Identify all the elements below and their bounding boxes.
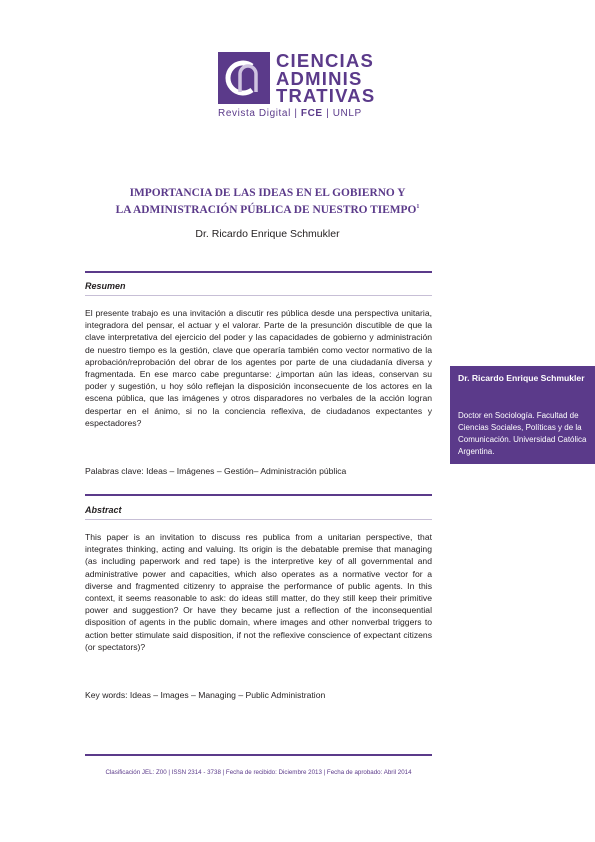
author-name: Dr. Ricardo Enrique Schmukler xyxy=(195,228,340,240)
author-sidebar xyxy=(450,366,595,464)
journal-logo xyxy=(276,52,375,105)
logo-sep: | xyxy=(326,108,330,119)
logo-sub-mid: FCE xyxy=(300,108,323,119)
logo-line-1: CIENCIAS xyxy=(276,50,374,71)
logo-sub-right: UNLP xyxy=(332,108,362,119)
logo-line-3: TRATIVAS xyxy=(276,85,376,106)
resumen-keywords: Palabras clave: Ideas – Imágenes – Gestión– Administración pública xyxy=(85,466,347,476)
sidebar-author-name: Dr. Ricardo Enrique Schmukler xyxy=(458,373,585,383)
abstract-body: This paper is an invitation to discuss res publica from a unitarian perspective, that integrates thinking, acting and valuing. Its origin is the debatable premise that managing (as including paperwork and red tape) is the interpretive key of all governmental and administrative power and capacities, which also operates as a normative vector for a diverse and fragmented citizenry to appraise the performance of public agents. In this context, it seems reasonable to ask: do ideas still matter, do they still keep their primitive power and suggestion? Or have they became just a reflection of the inconsequential disposition of agents in the public domain, where images and other nonverbal triggers to action better stimulate said disposition, if not the reflexive conscience of expectant citizens (or spectators)? xyxy=(85,532,432,652)
logo-line-2: ADMINIS xyxy=(276,67,363,89)
logo-sub-left: Revista Digital xyxy=(218,108,291,119)
abstract-heading: Abstract xyxy=(85,505,122,515)
classification-footer: Clasificación JEL: Z00 | ISSN 2314 - 3738 | Fecha de recibido: Diciembre 2013 | Fecha de aprobado: Abril 2014 xyxy=(105,769,412,776)
logo-subtitle xyxy=(218,108,362,119)
resumen-body: El presente trabajo es una invitación a discutir res pública desde una perspectiva unitaria, integradora del pensar, el actuar y el valorar. Parte de la presunción discutible de que la clave interpretativa del ejercicio del poder y las capacidades de gobierno y administración de nuestro tiempo es la gestión, clave que operaría también como vector normativo de la aprobación/reprobación del obrar de los agentes por parte de una ciudadanía diversa y fragmentada. En ese marco cabe preguntarse: ¿importan aún las ideas, conservan su poder y sugestión, u hoy sólo reflejan la disposición inconsecuente de los actores en la escena pública, que las imágenes y otros disparadores no verbales de la acción logran despertar en el ánimo, si no la conciencia reflexiva, de ciudadanos expectantes y espectadores? xyxy=(85,308,432,428)
sidebar-author-bio: Doctor en Sociología. Facultad de Ciencias Sociales, Políticas y de la Comunicación. Universidad Católica Argentina. xyxy=(458,411,587,456)
footnote-marker: 1 xyxy=(416,204,420,210)
footer-divider xyxy=(85,754,432,756)
article-title-text: LA ADMINISTRACIÓN PÚBLICA DE NUESTRO TIEMPO xyxy=(115,203,417,216)
section-divider xyxy=(85,494,432,496)
section-divider-thin xyxy=(85,519,432,520)
section-divider xyxy=(85,271,432,273)
ca-monogram-icon xyxy=(218,52,270,104)
logo-sep: | xyxy=(294,108,298,119)
article-title-line-2 xyxy=(60,200,475,217)
abstract-keywords: Key words: Ideas – Images – Managing – Public Administration xyxy=(85,690,326,700)
article-title-line-1: IMPORTANCIA DE LAS IDEAS EN EL GOBIERNO Y xyxy=(129,187,406,199)
resumen-heading: Resumen xyxy=(85,281,126,291)
section-divider-thin xyxy=(85,295,432,296)
